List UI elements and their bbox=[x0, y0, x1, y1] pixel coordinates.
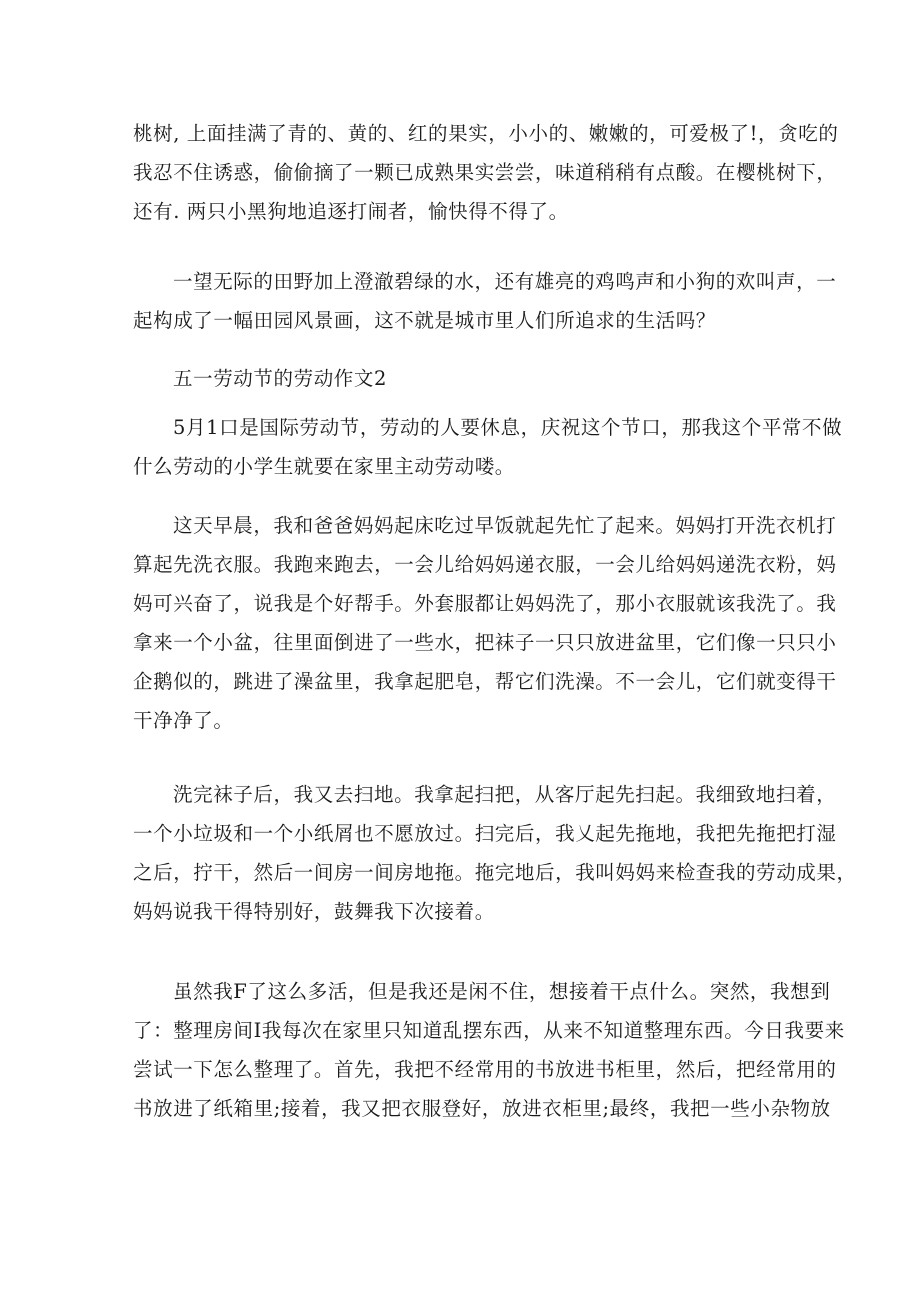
paragraph-3 bbox=[133, 408, 843, 486]
paragraph-line: 了：整理房间I我每次在家里只知道乱摆东西，从来不知道整理东西。今日我要来 bbox=[133, 1019, 845, 1042]
paragraph-line: 这天早晨，我和爸爸妈妈起床吃过早饭就起先忙了起来。妈妈打开洗衣机打 bbox=[173, 514, 837, 537]
paragraph-line: 企鹅似的，跳进了澡盆里，我拿起肥皂，帮它们洗澡。不一会儿，它们就变得干 bbox=[133, 670, 837, 693]
paragraph-line: 虽然我F了这么多活，但是我还是闲不住，想接着干点什么。突然，我想到 bbox=[173, 980, 831, 1003]
paragraph-5 bbox=[133, 775, 857, 931]
paragraph-line: 干净净了。 bbox=[133, 709, 234, 732]
paragraph-line: 起构成了一幅田园风景画，这不就是城市里人们所追求的生活吗？ bbox=[133, 309, 716, 332]
paragraph-line: 什么劳动的小学生就要在家里主动劳动喽。 bbox=[133, 455, 515, 478]
section-heading bbox=[173, 359, 387, 398]
paragraph-line: 洗完袜子后，我又去扫地。我拿起扫把，从客厅起先扫起。我细致地扫着， bbox=[173, 783, 837, 806]
paragraph-line: 一望无际的田野加上澄澈碧绿的水，还有雄亮的鸡鸣声和小狗的欢叫声，一 bbox=[173, 270, 837, 293]
paragraph-line: 书放进了纸箱里;接着，我又把衣服登好，放进衣柜里;最终，我把一些小杂物放 bbox=[133, 1097, 831, 1120]
paragraph-line: 算起先洗衣服。我跑来跑去，一会儿给妈妈递衣服，一会儿给妈妈递洗衣粉，妈 bbox=[133, 553, 837, 576]
paragraph-line: 我忍不住诱惑，偷偷摘了一颗已成熟果实尝尝，味道稍稍有点酸。在樱桃树下， bbox=[133, 161, 837, 184]
paragraph-line: 拿来一个小盆，往里面倒进了一些水，把袜子一只只放进盆里，它们像一只只小 bbox=[133, 631, 837, 654]
paragraph-2 bbox=[133, 262, 837, 340]
section-heading-text: 五一劳动节的劳动作文2 bbox=[173, 367, 388, 390]
paragraph-line: 之后，拧干，然后一间房一间房地拖。拖完地后，我叫妈妈来检查我的劳动成果， bbox=[133, 861, 857, 884]
paragraph-1 bbox=[133, 114, 839, 231]
paragraph-line: 妈可兴奋了，说我是个好帮手。外套服都让妈妈洗了，那小衣服就该我洗了。我 bbox=[133, 592, 837, 615]
paragraph-line: 5月1口是国际劳动节，劳动的人要休息，庆祝这个节口，那我这个平常不做 bbox=[173, 416, 843, 439]
paragraph-4 bbox=[133, 506, 837, 740]
paragraph-line: 一个小垃圾和一个小纸屑也不愿放过。扫完后，我乂起先拖地，我把先拖把打湿 bbox=[133, 822, 837, 845]
paragraph-line: 妈妈说我干得特别好，鼓舞我下次接着。 bbox=[133, 900, 495, 923]
paragraph-line: 尝试一下怎么整理了。首先，我把不经常用的书放进书柜里，然后，把经常用的 bbox=[133, 1058, 837, 1081]
paragraph-6 bbox=[133, 972, 845, 1128]
paragraph-line: 还有. 两只小黑狗地追逐打闹者，愉快得不得了。 bbox=[133, 200, 569, 223]
paragraph-line: 桃树, 上面挂满了青的、黄的、红的果实，小小的、嫩嫩的，可爱极了!，贪吃的 bbox=[133, 122, 839, 145]
